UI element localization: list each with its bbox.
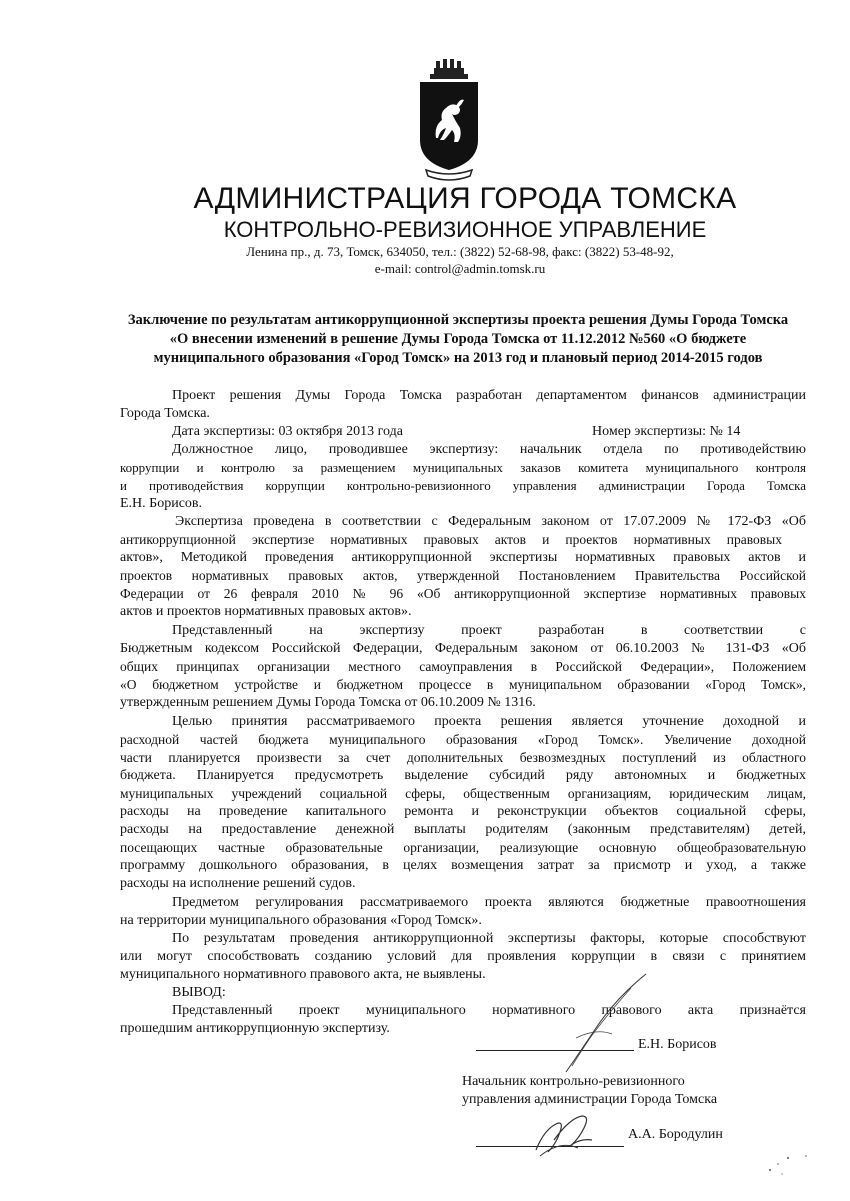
body-line: проектов нормативных правовых актов, утвержденной Постановлением Правительства Российской [120, 568, 806, 583]
body-line: Должностное лицо, проводившее экспертизу: начальник отдела по противодействию [172, 442, 806, 457]
organization-title: АДМИНИСТРАЦИЯ ГОРОДА ТОМСКА [193, 182, 737, 215]
body-line: и противодействия коррупции контрольно-ревизионного управления администрации Города Томска [120, 478, 806, 493]
conclusion-heading: ВЫВОД: [172, 985, 226, 1000]
body-line: Е.Н. Борисов. [120, 496, 203, 511]
head-name: А.А. Бородулин [628, 1127, 723, 1142]
document-title: Заключение по результатам антикоррупционной экспертизы проекта решения Думы Города Томска «О внесении изменений в решение Думы Города Томска от 11.12.2012 №560 «О бюджете муниципального образования «Город Томск» на 2013 год и плановый период 2014-2015 годов [127, 312, 789, 366]
head-position: Начальник контрольно-ревизионного [462, 1074, 685, 1089]
body-line: Бюджетным кодексом Российской Федерации, Федеральным законом от 06.10.2003 № 131-ФЗ «Об [120, 641, 806, 656]
body-line: Проект решения Думы Города Томска разработан департаментом финансов администрации [172, 388, 806, 403]
body-line: общих принципах организации местного самоуправления в Российской Федерации», Положением [120, 659, 806, 674]
body-line: актов и проектов нормативных правовых актов». [120, 604, 412, 619]
body-line: программу дошкольного образования, в целях возмещения затрат за присмотр и уход, а также [120, 858, 806, 873]
body-line: части планируется произвести за счет дополнительных безвозмездных поступлений из областного [120, 750, 806, 765]
body-line: бюджета. Планируется предусмотреть выделение субсидий ряду автономных и бюджетных [120, 768, 806, 783]
body-line: Предметом регулирования рассматриваемого проекта являются бюджетные правоотношения [172, 895, 806, 910]
expertise-number: Номер экспертизы: № 14 [592, 424, 741, 439]
tomsk-coat-of-arms-icon [414, 58, 484, 184]
expert-name: Е.Н. Борисов [638, 1037, 717, 1052]
organization-subtitle: КОНТРОЛЬНО-РЕВИЗИОННОЕ УПРАВЛЕНИЕ [223, 217, 707, 242]
body-line: Представленный на экспертизу проект разработан в соответствии с [172, 623, 806, 638]
body-line: По результатам проведения антикоррупционной экспертизы факторы, которые способствуют [172, 931, 806, 946]
conclusion-text: прошедшим антикоррупционную экспертизу. [120, 1021, 390, 1036]
body-line: муниципального нормативного правового акта, не выявлены. [120, 967, 486, 982]
conclusion-text: Представленный проект муниципального нормативного правового акта признаётся [172, 1003, 806, 1018]
head-signature-icon [530, 1110, 610, 1160]
body-line: или могут способствовать созданию условий для проявления коррупции в связи с принятием [120, 949, 806, 964]
body-line: Федерации от 26 февраля 2010 № 96 «Об антикоррупционной экспертизе нормативных правовых [120, 586, 806, 601]
body-line: расходной частей бюджета муниципального образования «Город Томск». Увеличение доходной [120, 732, 806, 747]
body-line: муниципальных учреждений социальной сферы, общественным организациям, юридическим лицам, [120, 786, 806, 801]
body-line: посещающих частные образовательные организации, реализующие основную общеобразовательную [120, 840, 806, 855]
expert-signature-icon [536, 968, 656, 1078]
body-line: утвержденным решением Думы Города Томска от 06.10.2009 № 1316. [120, 695, 536, 710]
body-line: «О бюджетном устройстве и бюджетном процессе в муниципальном образовании «Город Томск», [120, 677, 806, 692]
expertise-date: Дата экспертизы: 03 октября 2013 года [172, 424, 403, 439]
address-line: Ленина пр., д. 73, Томск, 634050, тел.: (3822) 52-68-98, факс: (3822) 53-48-92, [246, 244, 674, 259]
body-line: расходы на исполнение решений судов. [120, 876, 356, 891]
body-line: Целью принятия рассматриваемого проекта решения является уточнение доходной и [172, 714, 806, 729]
body-line: Города Томска. [120, 406, 210, 421]
body-line: расходы на предоставление денежной выплаты родителям (законным представителям) детей, [120, 822, 806, 837]
head-position: управления администрации Города Томска [462, 1092, 718, 1107]
body-line: коррупции и контролю за размещением муниципальных заказов комитета муниципального контроля [120, 460, 806, 475]
email-line: e-mail: control@admin.tomsk.ru [374, 261, 546, 276]
body-line: на территории муниципального образования «Город Томск». [120, 913, 482, 928]
body-line: антикоррупционной экспертизе нормативных правовых актов и проектов нормативных правовых [120, 532, 782, 547]
body-line: расходы на проведение капитального ремонта и реконструкции объектов социальной сферы, [120, 804, 806, 819]
scan-noise [760, 1150, 820, 1180]
body-line: актов», Методикой проведения антикоррупционной экспертизы нормативных правовых актов и [120, 550, 806, 565]
body-line: Экспертиза проведена в соответствии с Федеральным законом от 17.07.2009 № 172-ФЗ «Об [175, 514, 806, 529]
